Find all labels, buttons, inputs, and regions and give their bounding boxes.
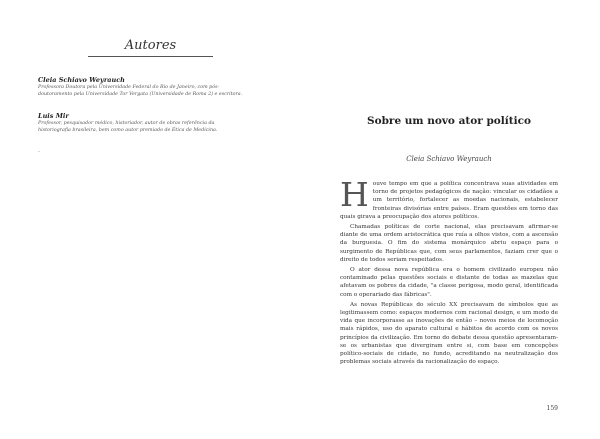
paragraph: As novas Repúblicas do século XX precisavam de símbolos que as legitimassem como: espaços modernos com racional design, e um modo de vida que incorporasse as inovações de então – novos meios de locomoção mais rápidos, uso do aparato cultural e hábitos de acordo com os novos princípios da civilização. Em torno do debate dessa questão apresentaram-se os urbanistas que divergiram entre si, com base em concepções político-sociais de cidade, no fundo, acreditando na neutralização dos problemas sociais através da racionalização do espaço. bbox=[340, 301, 558, 366]
author-entry bbox=[38, 112, 268, 134]
paragraph: Chamadas políticas de corte nacional, elas precisavam afirmar-se diante de uma ordem aristocrática que ruía a olhos vistos, com a ascensão da burguesia. O fim do sistema monárquico abriu espaço para o surgimento de Repúblicas que, com seus parlamentos, faziam crer que o direito de todos seriam respeitados. bbox=[340, 224, 558, 263]
stray-mark: . bbox=[38, 147, 40, 154]
article-body bbox=[340, 175, 558, 368]
author-bio-line: Professora Doutora pela Universidade Federal do Rio de Janeiro, com pós- bbox=[38, 85, 220, 90]
article-title: Sobre um novo ator político bbox=[367, 115, 531, 127]
paragraph: O ator dessa nova república era o homem civilizado europeu não contaminado pelas questões sociais e distante de todas as mazelas que afetavam os pobres da cidade, "a classe perigosa, modo geral, identificada com o operariado das fábricas". bbox=[340, 267, 558, 298]
paragraph bbox=[340, 175, 558, 221]
author-bio-line: historiografia brasileira, bem como autor premiado de Ética de Medicina. bbox=[38, 128, 218, 133]
author-name: Cleia Schiavo Weyrauch bbox=[38, 76, 125, 84]
author-entry bbox=[38, 76, 268, 98]
paragraph-text: ouve tempo em que a política concentrava suas atividades em torno de projetos pedagógicos de nação: vincular os cidadãos a um território, fortalecer as moedas nacionais, estabelecer fronteiras divisórias entre países. Eram questões em torno das quais girava a preocupação dos atores políticos. bbox=[340, 181, 558, 220]
author-bio-line: doutoramento pela Universidade Tor Vergata (Universidade de Roma 2) e escritora. bbox=[38, 92, 243, 97]
drop-cap: H bbox=[340, 175, 369, 214]
authors-heading: Autores bbox=[124, 38, 177, 53]
author-bio-line: Professor, pesquisador médico, historiador, autor de obras referência da bbox=[38, 121, 215, 126]
page-number: 159 bbox=[546, 405, 558, 412]
author-name: Luis Mir bbox=[38, 112, 69, 120]
article-author: Cleia Schiavo Weyrauch bbox=[406, 155, 492, 163]
heading-rule bbox=[88, 56, 213, 57]
